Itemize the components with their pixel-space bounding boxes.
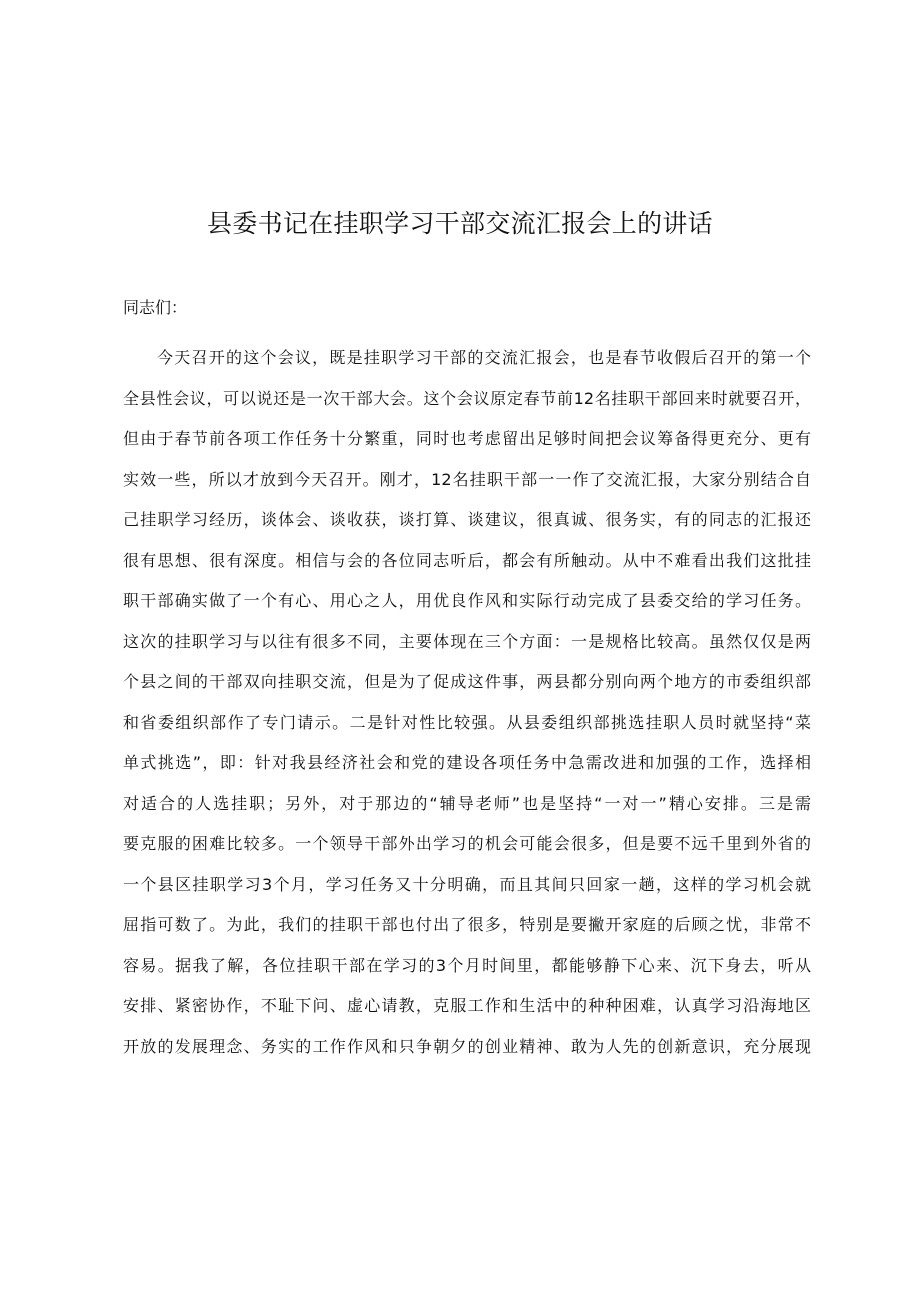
text-line: 全县性会议，可以说还是一次干部大会。这个会议原定春节前12名挂职干部回来时就要召开， <box>123 388 811 408</box>
text-line: 安排、紧密协作，不耻下问、虚心请教，克服工作和生活中的种种困难，认真学习沿海地区 <box>123 996 811 1015</box>
document-title: 县委书记在挂职学习干部交流汇报会上的讲话 <box>206 209 713 238</box>
text-line: 屈指可数了。为此，我们的挂职干部也付出了很多，特别是要撇开家庭的后顾之忧，非常不 <box>123 915 811 934</box>
salutation: 同志们： <box>123 298 188 317</box>
speech-body <box>123 338 811 1067</box>
text-line: 要克服的困难比较多。一个领导干部外出学习的机会可能会很多，但是要不远千里到外省的 <box>123 834 811 853</box>
text-line: 个县之间的干部双向挂职交流，但是为了促成这件事，两县都分别向两个地方的市委组织部 <box>123 672 811 691</box>
text-line: 一个县区挂职学习3个月，学习任务又十分明确，而且其间只回家一趟，这样的学习机会就 <box>123 874 811 894</box>
text-line: 职干部确实做了一个有心、用心之人，用优良作风和实际行动完成了县委交给的学习任务。 <box>123 591 811 610</box>
text-line: 实效一些，所以才放到今天召开。刚才，12名挂职干部一一作了交流汇报，大家分别结合自 <box>123 469 811 489</box>
text-line: 单式挑选”，即：针对我县经济社会和党的建设各项任务中急需改进和加强的工作，选择相 <box>123 753 811 772</box>
text-line: 和省委组织部作了专门请示。二是针对性比较强。从县委组织部挑选挂职人员时就坚持“菜 <box>123 712 811 732</box>
text-line: 己挂职学习经历，谈体会、谈收获，谈打算、谈建议，很真诚、很务实，有的同志的汇报还 <box>123 510 811 529</box>
text-line: 容易。据我了解，各位挂职干部在学习的3个月时间里，都能够静下心来、沉下身去，听从 <box>123 955 811 975</box>
text-line: 今天召开的这个会议，既是挂职学习干部的交流汇报会，也是春节收假后召开的第一个 <box>157 348 811 367</box>
text-line: 很有思想、很有深度。相信与会的各位同志听后，都会有所触动。从中不难看出我们这批挂 <box>123 550 811 570</box>
text-line: 开放的发展理念、务实的工作作风和只争朝夕的创业精神、敢为人先的创新意识，充分展现 <box>123 1036 811 1056</box>
text-line: 但由于春节前各项工作任务十分繁重，同时也考虑留出足够时间把会议筹备得更充分、更有 <box>123 429 811 448</box>
text-line: 对适合的人选挂职；另外，对于那边的“辅导老师”也是坚持“一对一”精心安排。三是需 <box>123 793 811 813</box>
text-line: 这次的挂职学习与以往有很多不同，主要体现在三个方面：一是规格比较高。虽然仅仅是两 <box>123 631 811 651</box>
